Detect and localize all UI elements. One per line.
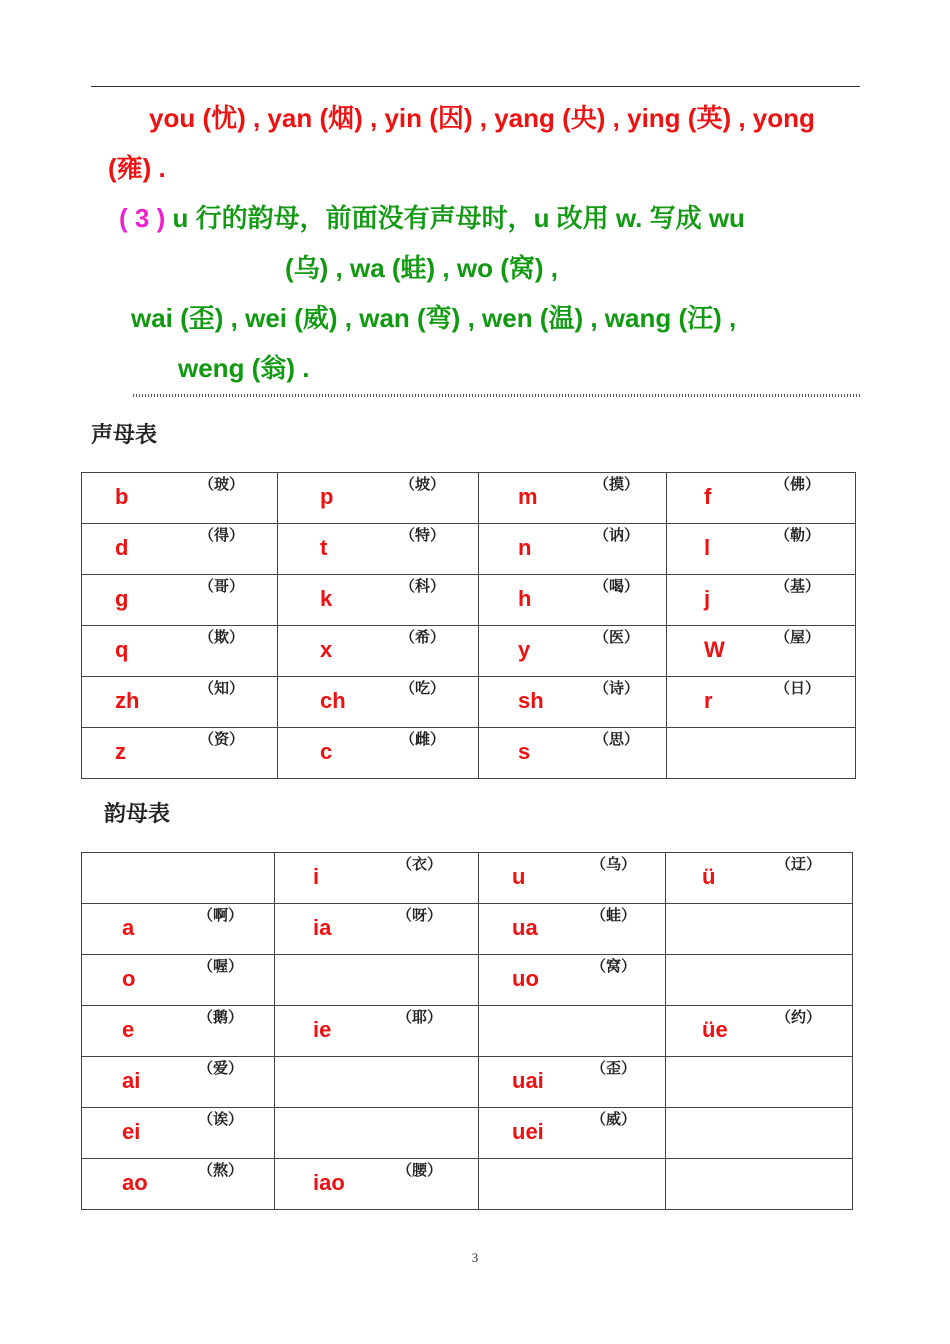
table-row xyxy=(82,904,853,955)
pinyin-letter: ua xyxy=(512,915,538,940)
example-character: （医） xyxy=(594,628,640,646)
table-cell xyxy=(667,626,856,677)
table-cell xyxy=(479,853,666,904)
dotted-rule xyxy=(133,394,860,397)
example-character: （约） xyxy=(776,1008,822,1026)
pinyin-letter: ch xyxy=(320,688,346,713)
example-character: （啊） xyxy=(198,906,244,924)
pinyin-letter: ao xyxy=(122,1170,148,1195)
rule-3-line xyxy=(119,205,745,231)
table-cell xyxy=(82,904,275,955)
yunmu-table xyxy=(81,852,853,1210)
pinyin-letter: c xyxy=(320,739,333,764)
example-character: （威） xyxy=(591,1110,637,1128)
pinyin-letter: ai xyxy=(122,1068,141,1093)
pinyin-letter: p xyxy=(320,484,334,509)
pinyin-letter: u xyxy=(512,864,526,889)
pinyin-letter: x xyxy=(320,637,333,662)
example-character: （呀） xyxy=(397,906,443,924)
table-row xyxy=(82,1057,853,1108)
table-cell xyxy=(82,524,278,575)
example-character: （鹅） xyxy=(198,1008,244,1026)
example-character: （屋） xyxy=(775,628,821,646)
table-cell xyxy=(278,626,479,677)
example-character: （吃） xyxy=(400,679,446,697)
pinyin-letter: W xyxy=(704,637,725,662)
pinyin-letter: y xyxy=(518,637,531,662)
pinyin-letter: s xyxy=(518,739,531,764)
table-cell xyxy=(275,1108,479,1159)
example-character: （特） xyxy=(400,526,446,544)
pinyin-letter: zh xyxy=(115,688,140,713)
example-character: （腰） xyxy=(397,1161,443,1179)
pinyin-letter: d xyxy=(115,535,129,560)
example-character: （诗） xyxy=(594,679,640,697)
intro-line-2: (雍) . xyxy=(108,153,166,183)
example-character: （喝） xyxy=(594,577,640,595)
example-character: （窝） xyxy=(591,957,637,975)
table-cell xyxy=(479,1006,666,1057)
table-cell xyxy=(667,575,856,626)
rule-3-text: u 行的韵母，前面没有声母时，u 改用 w. 写成 wu xyxy=(172,203,745,233)
example-character: （爱） xyxy=(198,1059,244,1077)
example-character: （歪） xyxy=(591,1059,637,1077)
pinyin-letter: g xyxy=(115,586,129,611)
top-rule xyxy=(91,86,860,87)
yunmu-title: 韵母表 xyxy=(104,801,171,827)
example-character: （衣） xyxy=(397,855,443,873)
table-cell xyxy=(82,1057,275,1108)
table-cell xyxy=(479,473,667,524)
example-character: （蛙） xyxy=(591,906,637,924)
table-cell xyxy=(278,575,479,626)
example-character: （喔） xyxy=(198,957,244,975)
pinyin-letter: uei xyxy=(512,1119,544,1144)
page-number: 3 xyxy=(471,1250,479,1265)
table-cell xyxy=(667,728,856,779)
intro-line-4: (乌) , wa (蛙) , wo (窝) , xyxy=(285,253,558,283)
pinyin-letter: o xyxy=(122,966,136,991)
table-cell xyxy=(275,1159,479,1210)
table-cell xyxy=(666,1057,853,1108)
table-cell xyxy=(275,1006,479,1057)
pinyin-letter: ei xyxy=(122,1119,141,1144)
example-character: （讷） xyxy=(594,526,640,544)
intro-line-6: weng (翁) . xyxy=(178,353,310,383)
table-cell xyxy=(479,626,667,677)
example-character: （玻） xyxy=(199,475,245,493)
example-character: （诶） xyxy=(198,1110,244,1128)
table-cell xyxy=(82,1108,275,1159)
table-cell xyxy=(479,524,667,575)
table-row xyxy=(82,473,856,524)
table-cell xyxy=(278,473,479,524)
table-cell xyxy=(82,575,278,626)
pinyin-letter: m xyxy=(518,484,538,509)
table-row xyxy=(82,955,853,1006)
pinyin-letter: n xyxy=(518,535,532,560)
example-character: （日） xyxy=(775,679,821,697)
pinyin-letter: a xyxy=(122,915,135,940)
example-character: （得） xyxy=(199,526,245,544)
intro-line-5: wai (歪) , wei (威) , wan (弯) , wen (温) , wang (汪) , xyxy=(131,303,737,333)
table-cell xyxy=(82,1006,275,1057)
example-character: （熬） xyxy=(198,1161,244,1179)
table-cell xyxy=(667,677,856,728)
shengmu-table xyxy=(81,472,856,779)
table-cell xyxy=(666,955,853,1006)
table-cell xyxy=(667,473,856,524)
pinyin-letter: uai xyxy=(512,1068,544,1093)
pinyin-letter: iao xyxy=(313,1170,345,1195)
example-character: （乌） xyxy=(591,855,637,873)
table-cell xyxy=(275,904,479,955)
pinyin-letter: t xyxy=(320,535,328,560)
table-cell xyxy=(278,728,479,779)
example-character: （耶） xyxy=(397,1008,443,1026)
table-cell xyxy=(275,1057,479,1108)
example-character: （哥） xyxy=(199,577,245,595)
example-character: （资） xyxy=(199,730,245,748)
table-row xyxy=(82,575,856,626)
table-row xyxy=(82,1006,853,1057)
pinyin-letter: sh xyxy=(518,688,544,713)
intro-line-1: you (忧) , yan (烟) , yin (因) , yang (央) , ying (英) , yong xyxy=(149,103,815,133)
table-row xyxy=(82,1108,853,1159)
table-cell xyxy=(275,955,479,1006)
table-cell xyxy=(479,575,667,626)
table-cell xyxy=(82,1159,275,1210)
table-cell xyxy=(82,728,278,779)
pinyin-letter: q xyxy=(115,637,129,662)
table-row xyxy=(82,677,856,728)
example-character: （希） xyxy=(400,628,446,646)
pinyin-letter: ü xyxy=(702,864,716,889)
table-row xyxy=(82,1159,853,1210)
table-cell xyxy=(479,728,667,779)
table-cell xyxy=(666,904,853,955)
table-row xyxy=(82,728,856,779)
pinyin-letter: k xyxy=(320,586,333,611)
example-character: （摸） xyxy=(594,475,640,493)
rule-3-marker: ( 3 ) xyxy=(119,203,166,233)
pinyin-letter: j xyxy=(704,586,711,611)
table-cell xyxy=(479,1159,666,1210)
pinyin-letter: e xyxy=(122,1017,135,1042)
pinyin-letter: uo xyxy=(512,966,539,991)
pinyin-letter: üe xyxy=(702,1017,728,1042)
pinyin-letter: b xyxy=(115,484,129,509)
example-character: （坡） xyxy=(400,475,446,493)
table-cell xyxy=(666,1006,853,1057)
example-character: （知） xyxy=(199,679,245,697)
table-cell xyxy=(82,955,275,1006)
table-cell xyxy=(479,1108,666,1159)
pinyin-letter: z xyxy=(115,739,126,764)
table-cell xyxy=(278,524,479,575)
table-cell xyxy=(82,473,278,524)
table-cell xyxy=(666,1108,853,1159)
table-cell xyxy=(479,955,666,1006)
table-cell xyxy=(479,904,666,955)
pinyin-letter: i xyxy=(313,864,320,889)
pinyin-letter: r xyxy=(704,688,713,713)
pinyin-letter: h xyxy=(518,586,532,611)
table-cell xyxy=(667,524,856,575)
example-character: （科） xyxy=(400,577,446,595)
table-cell xyxy=(666,853,853,904)
pinyin-letter: ie xyxy=(313,1017,332,1042)
table-cell xyxy=(479,677,667,728)
pinyin-letter: f xyxy=(704,484,712,509)
table-cell xyxy=(82,853,275,904)
table-row xyxy=(82,626,856,677)
pinyin-letter: l xyxy=(704,535,711,560)
table-cell xyxy=(275,853,479,904)
table-cell xyxy=(479,1057,666,1108)
example-character: （勒） xyxy=(775,526,821,544)
table-row xyxy=(82,853,853,904)
shengmu-title: 声母表 xyxy=(91,422,158,448)
table-cell xyxy=(82,677,278,728)
example-character: （基） xyxy=(775,577,821,595)
table-cell xyxy=(666,1159,853,1210)
example-character: （迂） xyxy=(776,855,822,873)
pinyin-letter: ia xyxy=(313,915,332,940)
table-cell xyxy=(82,626,278,677)
example-character: （佛） xyxy=(775,475,821,493)
example-character: （雌） xyxy=(400,730,446,748)
example-character: （思） xyxy=(594,730,640,748)
example-character: （欺） xyxy=(199,628,245,646)
table-row xyxy=(82,524,856,575)
table-cell xyxy=(278,677,479,728)
